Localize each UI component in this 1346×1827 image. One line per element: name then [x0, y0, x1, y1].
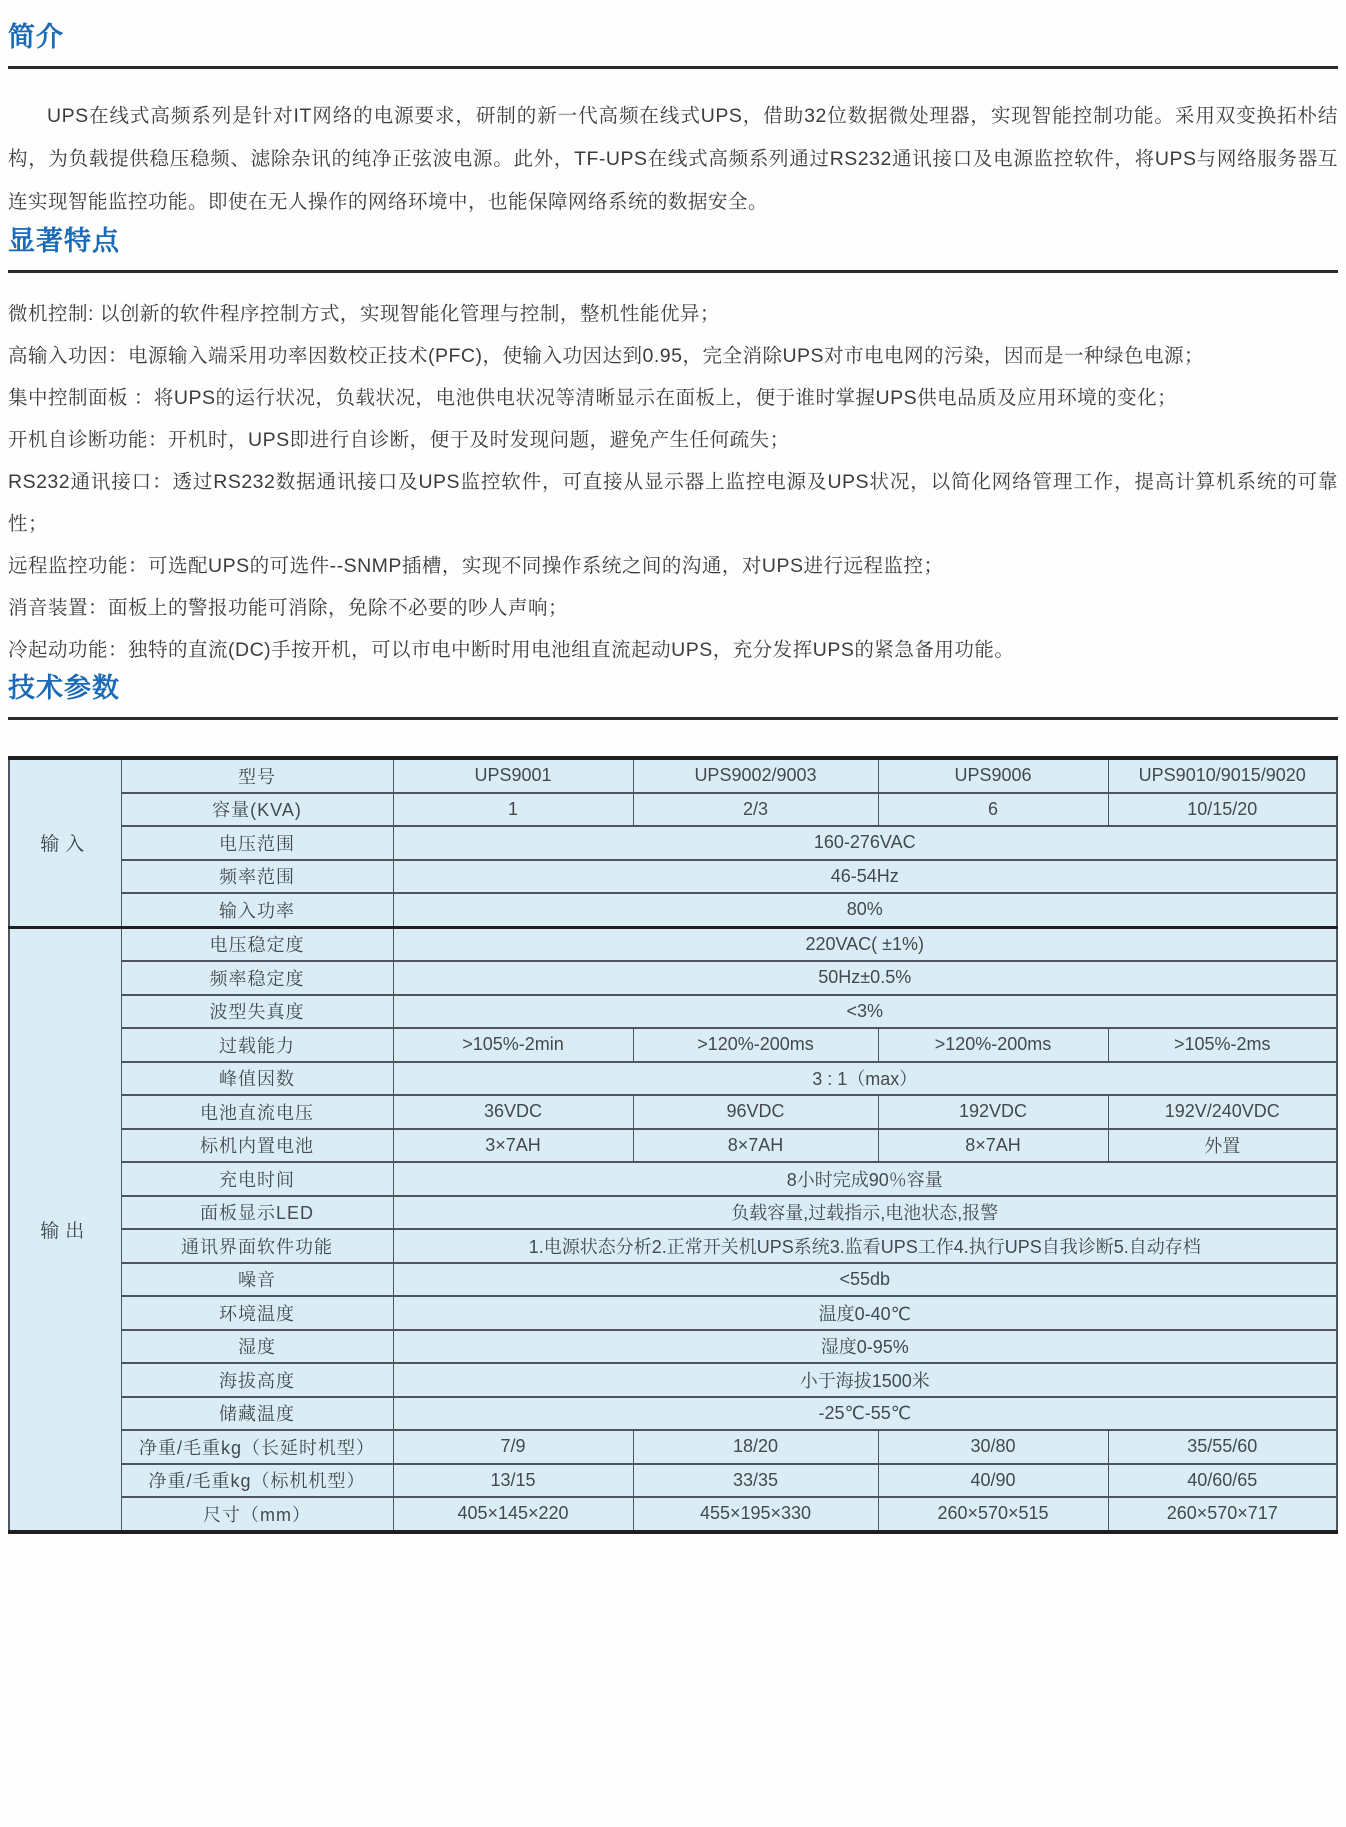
spec-value: UPS9001: [393, 758, 633, 793]
spec-value: >105%-2min: [393, 1028, 633, 1062]
spec-label: 频率稳定度: [121, 961, 393, 995]
spec-label: 环境温度: [121, 1296, 393, 1330]
spec-value: 50Hz±0.5%: [393, 961, 1337, 995]
spec-label: 充电时间: [121, 1162, 393, 1196]
spec-row: [9, 1095, 1337, 1129]
spec-row: [9, 995, 1337, 1029]
spec-value: 1: [393, 793, 633, 827]
spec-value: 192V/240VDC: [1108, 1095, 1337, 1129]
spec-row: [9, 961, 1337, 995]
spec-value: 7/9: [393, 1430, 633, 1464]
spec-label: 峰值因数: [121, 1062, 393, 1096]
spec-label: 噪音: [121, 1263, 393, 1297]
spec-label: 频率范围: [121, 860, 393, 894]
spec-value: 2/3: [633, 793, 878, 827]
spec-row: [9, 1464, 1337, 1498]
features-list: [8, 293, 1338, 671]
spec-value: 小于海拔1500米: [393, 1363, 1337, 1397]
spec-value: 36VDC: [393, 1095, 633, 1129]
spec-label: 面板显示LED: [121, 1196, 393, 1230]
spec-label: 尺寸（mm）: [121, 1497, 393, 1532]
spec-value: -25℃-55℃: [393, 1397, 1337, 1431]
spec-value: 湿度0-95%: [393, 1330, 1337, 1364]
spec-value: 80%: [393, 893, 1337, 927]
spec-value: 96VDC: [633, 1095, 878, 1129]
spec-row: [9, 1196, 1337, 1230]
spec-row: [9, 793, 1337, 827]
spec-value: UPS9006: [878, 758, 1108, 793]
spec-value: 160-276VAC: [393, 826, 1337, 860]
spec-value: 13/15: [393, 1464, 633, 1498]
spec-value: UPS9002/9003: [633, 758, 878, 793]
spec-value: >120%-200ms: [633, 1028, 878, 1062]
spec-row: [9, 1129, 1337, 1163]
spec-row: [9, 1028, 1337, 1062]
spec-row: [9, 1062, 1337, 1096]
spec-value: <55db: [393, 1263, 1337, 1297]
feature-item: 集中控制面板 ：将UPS的运行状况，负载状况，电池供电状况等清晰显示在面板上，便于谁时掌握UPS供电品质及应用环境的变化；: [8, 387, 1178, 409]
spec-label: 过载能力: [121, 1028, 393, 1062]
spec-value: 33/35: [633, 1464, 878, 1498]
spec-row: [9, 927, 1337, 961]
spec-row: [9, 1263, 1337, 1297]
spec-label: 通讯界面软件功能: [121, 1229, 393, 1263]
spec-value: 18/20: [633, 1430, 878, 1464]
spec-row: [9, 1497, 1337, 1532]
spec-value: <3%: [393, 995, 1337, 1029]
spec-label: 容量(KVA): [121, 793, 393, 827]
spec-row: [9, 1296, 1337, 1330]
spec-value: 3 : 1（max）: [393, 1062, 1337, 1096]
spec-label: 储藏温度: [121, 1397, 393, 1431]
section-divider: [8, 717, 1338, 720]
spec-value: UPS9010/9015/9020: [1108, 758, 1337, 793]
spec-value: 405×145×220: [393, 1497, 633, 1532]
feature-item: 远程监控功能：可选配UPS的可选件--SNMP插槽，实现不同操作系统之间的沟通，对UPS进行远程监控；: [8, 555, 944, 577]
spec-value: 3×7AH: [393, 1129, 633, 1163]
spec-value: 1.电源状态分析2.正常开关机UPS系统3.监看UPS工作4.执行UPS自我诊断5.自动存档: [393, 1229, 1337, 1263]
spec-value: 外置: [1108, 1129, 1337, 1163]
spec-value: 温度0-40℃: [393, 1296, 1337, 1330]
spec-row: [9, 1397, 1337, 1431]
spec-row: [9, 1330, 1337, 1364]
section-divider: [8, 270, 1338, 273]
spec-label: 电池直流电压: [121, 1095, 393, 1129]
spec-label: 湿度: [121, 1330, 393, 1364]
spec-value: >120%-200ms: [878, 1028, 1108, 1062]
spec-value: 8小时完成90％容量: [393, 1162, 1337, 1196]
spec-label: 净重/毛重kg（标机机型）: [121, 1464, 393, 1498]
feature-item: 高输入功因：电源输入端采用功率因数校正技术(PFC)，使输入功因达到0.95，完全消除UPS对市电电网的污染，因而是一种绿色电源；: [8, 345, 1205, 367]
spec-value: 260×570×515: [878, 1497, 1108, 1532]
feature-item: 消音装置：面板上的警报功能可消除，免除不必要的吵人声响；: [8, 597, 569, 619]
spec-value: 46-54Hz: [393, 860, 1337, 894]
spec-value: 8×7AH: [878, 1129, 1108, 1163]
row-group-input: 输入: [9, 758, 121, 927]
spec-value: 220VAC( ±1%): [393, 927, 1337, 961]
spec-label: 电压范围: [121, 826, 393, 860]
spec-value: 10/15/20: [1108, 793, 1337, 827]
spec-row: [9, 1363, 1337, 1397]
spec-value: 260×570×717: [1108, 1497, 1337, 1532]
spec-label: 标机内置电池: [121, 1129, 393, 1163]
spec-value: 30/80: [878, 1430, 1108, 1464]
spec-value: 6: [878, 793, 1108, 827]
feature-item: 冷起动功能：独特的直流(DC)手按开机，可以市电中断时用电池组直流起动UPS，充分发挥UPS的紧急备用功能。: [8, 639, 1015, 661]
section-divider: [8, 66, 1338, 69]
spec-row: [9, 758, 1337, 793]
spec-row: [9, 893, 1337, 927]
spec-value: 负载容量,过载指示,电池状态,报警: [393, 1196, 1337, 1230]
features-section-title: 显著特点: [8, 226, 120, 256]
spec-value: 192VDC: [878, 1095, 1108, 1129]
feature-item: 开机自诊断功能：开机时，UPS即进行自诊断，便于及时发现问题，避免产生任何疏失；: [8, 429, 790, 451]
feature-item: 微机控制: 以创新的软件程序控制方式，实现智能化管理与控制，整机性能优异；: [8, 303, 720, 325]
intro-paragraph: UPS在线式高频系列是针对IT网络的电源要求，研制的新一代高频在线式UPS，借助32位数据微处理器，实现智能控制功能。采用双变换拓朴结构，为负载提供稳压稳频、滤除杂讯的纯净正弦波电源。此外，TF-UPS在线式高频系列通过RS232通讯接口及电源监控软件，将UPS与网络服务器互连实现智能监控功能。即使在无人操作的网络环境中，也能保障网络系统的数据安全。: [8, 105, 1338, 213]
spec-row: [9, 826, 1337, 860]
row-group-output: 输出: [9, 927, 121, 1532]
spec-label: 波型失真度: [121, 995, 393, 1029]
spec-row: [9, 1162, 1337, 1196]
spec-value: 35/55/60: [1108, 1430, 1337, 1464]
spec-row: [9, 860, 1337, 894]
spec-label: 电压稳定度: [121, 927, 393, 961]
spec-table: [8, 756, 1338, 1534]
intro-section-title: 简介: [8, 22, 64, 52]
spec-label: 净重/毛重kg（长延时机型）: [121, 1430, 393, 1464]
spec-row: [9, 1430, 1337, 1464]
spec-row: [9, 1229, 1337, 1263]
spec-value: 8×7AH: [633, 1129, 878, 1163]
spec-label: 输入功率: [121, 893, 393, 927]
spec-value: 40/90: [878, 1464, 1108, 1498]
spec-value: 40/60/65: [1108, 1464, 1337, 1498]
spec-value: 455×195×330: [633, 1497, 878, 1532]
feature-item: RS232通讯接口：透过RS232数据通讯接口及UPS监控软件，可直接从显示器上监控电源及UPS状况，以简化网络管理工作，提高计算机系统的可靠性；: [8, 471, 1338, 535]
specs-section-title: 技术参数: [8, 673, 120, 703]
spec-label: 型号: [121, 758, 393, 793]
spec-value: >105%-2ms: [1108, 1028, 1337, 1062]
spec-label: 海拔高度: [121, 1363, 393, 1397]
